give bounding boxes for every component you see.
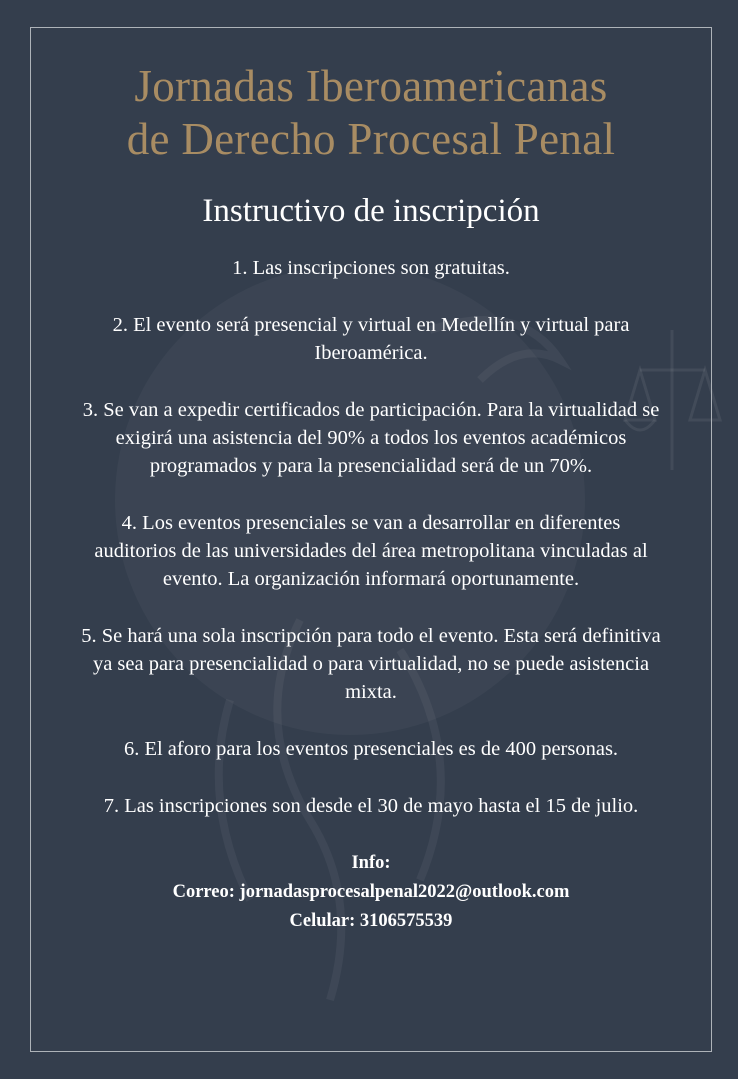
instruction-item-2: 2. El evento será presencial y virtual en Medellín y virtual para Iberoamérica. (112, 314, 630, 364)
instruction-item-5: 5. Se hará una sola inscripción para todo el evento. Esta será definitiva ya sea para presencialidad o para virtualidad, no se puede asistencia mixta. (81, 625, 661, 703)
instruction-item-3: 3. Se van a expedir certificados de participación. Para la virtualidad se exigirá una asistencia del 90% a todos los eventos académicos programados y para la presencialidad será de un 70%. (82, 399, 660, 477)
info-label: Info: (351, 853, 391, 873)
contact-phone[interactable]: Celular: 3106575539 (289, 911, 453, 931)
event-title-line-2: de Derecho Procesal Penal (126, 114, 616, 164)
instruction-item-7: 7. Las inscripciones son desde el 30 de mayo hasta el 15 de julio. (103, 795, 639, 817)
event-title-line-1: Jornadas Iberoamericanas (134, 61, 608, 111)
instructions-heading: Instructivo de inscripción (202, 193, 540, 229)
instruction-item-1: 1. Las inscripciones son gratuitas. (232, 257, 510, 279)
contact-info (50, 849, 692, 936)
event-title (50, 60, 692, 166)
instruction-item-4: 4. Los eventos presenciales se van a desarrollar en diferentes auditorios de las universidades del área metropolitana vinculadas al evento. La organización informará oportunamente. (94, 512, 648, 590)
instructions-list (50, 254, 692, 820)
instruction-item-6: 6. El aforo para los eventos presenciales es de 400 personas. (123, 738, 619, 760)
contact-email[interactable]: Correo: jornadasprocesalpenal2022@outlook.com (172, 882, 570, 902)
poster-content (50, 60, 692, 936)
